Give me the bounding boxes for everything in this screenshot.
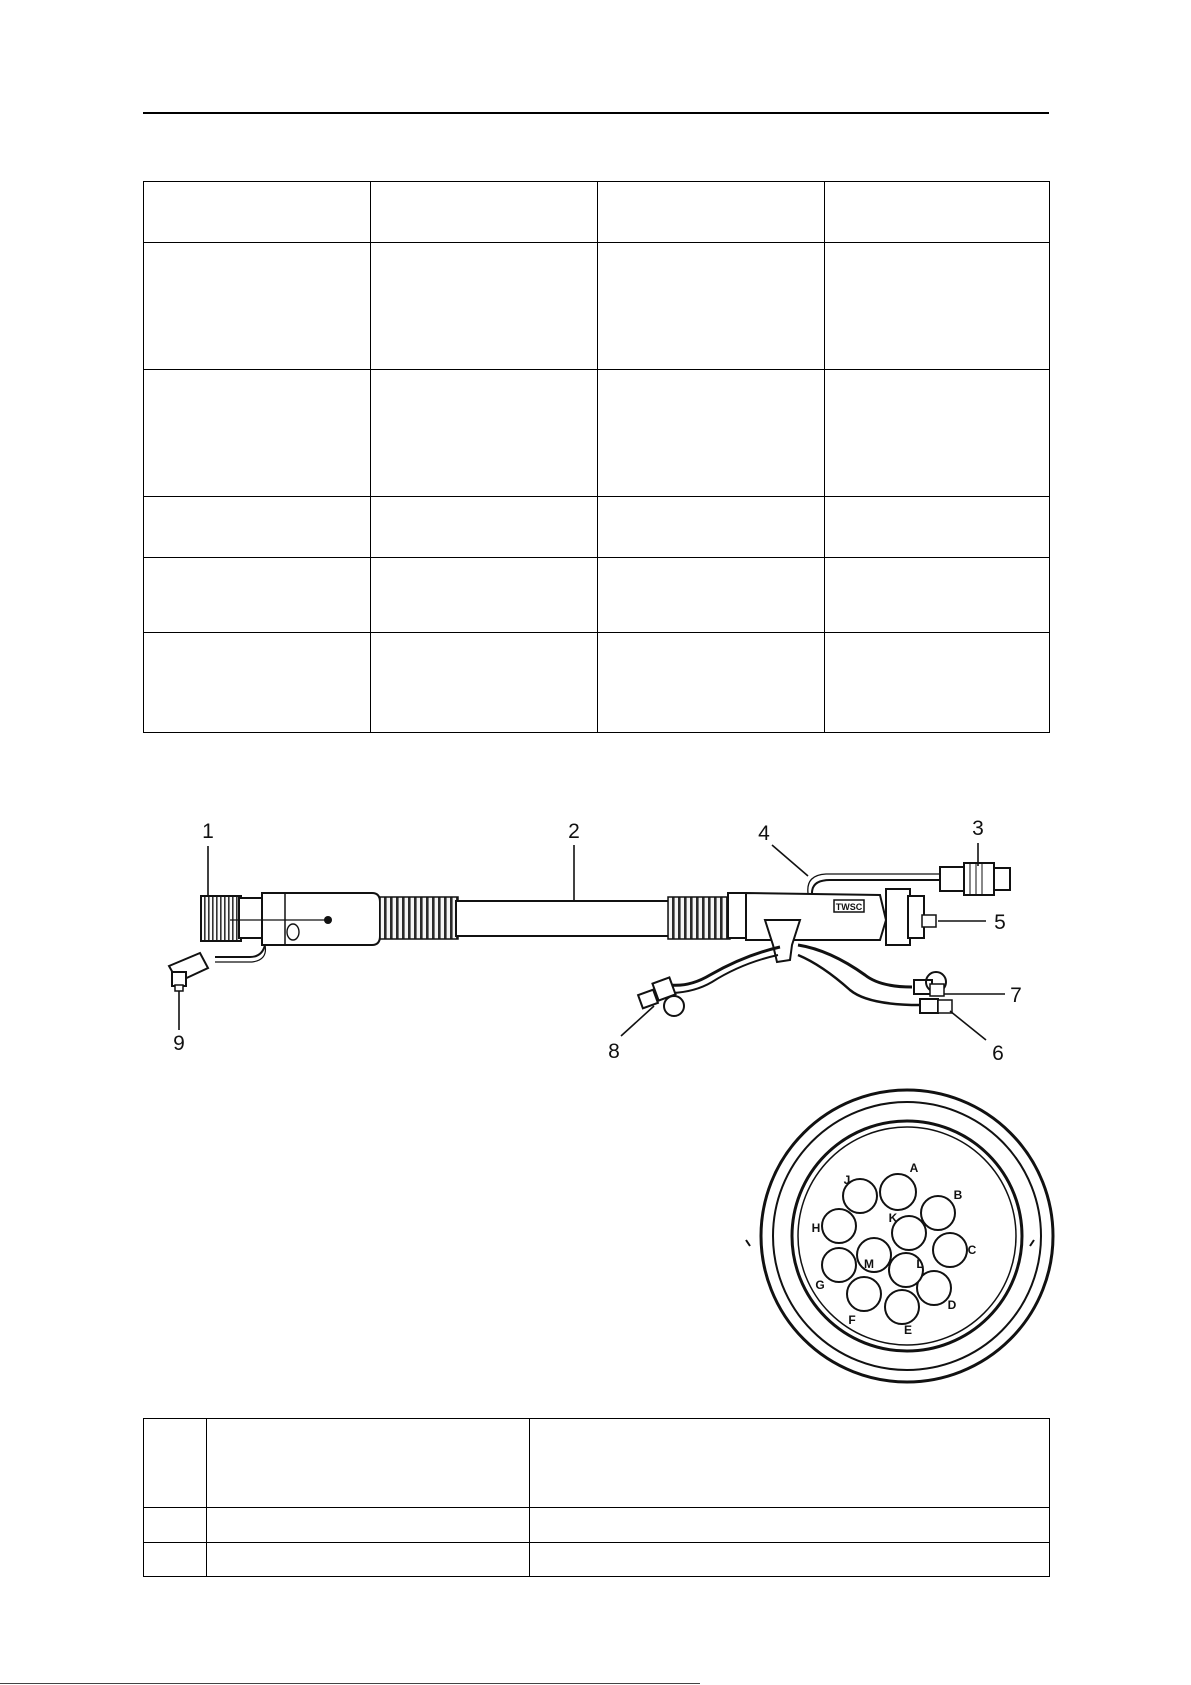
pin-label-h: H (811, 1221, 821, 1235)
table-cell (144, 1419, 207, 1508)
pin-label-j: J (843, 1173, 851, 1187)
table-cell (207, 1419, 530, 1508)
callout-label-1: 1 (202, 820, 214, 843)
pin-c (933, 1233, 967, 1267)
pin-b (921, 1196, 955, 1230)
pin-label-m: M (864, 1257, 874, 1271)
left-plug-cable (169, 945, 265, 991)
pin-label-e: E (903, 1323, 913, 1337)
connector-face (746, 1090, 1053, 1382)
branch-cables (638, 945, 952, 1016)
callout-label-4: 4 (758, 822, 770, 845)
pin-table (143, 1418, 1050, 1577)
pin-label-d: D (947, 1298, 957, 1312)
callout-label-7: 7 (1010, 984, 1022, 1007)
table-row (144, 1508, 1050, 1543)
table-cell (530, 1419, 1050, 1508)
brand-plate-text: TWSC (835, 902, 863, 912)
pin-g (822, 1248, 856, 1282)
pin-label-l: L (916, 1257, 924, 1271)
pin-h (822, 1209, 856, 1243)
left-connector (201, 893, 380, 945)
table-row (144, 1543, 1050, 1577)
callout-label-3: 3 (972, 817, 984, 840)
pin-label-f: F (848, 1313, 856, 1327)
table-cell (144, 1543, 207, 1577)
pin-label-a: A (909, 1161, 919, 1175)
callout-label-6: 6 (992, 1042, 1004, 1065)
callout-label-8: 8 (608, 1040, 620, 1063)
pin-label-b: B (953, 1188, 963, 1202)
callout-label-5: 5 (994, 911, 1006, 934)
pin-label-c: C (967, 1243, 977, 1257)
table-cell (530, 1543, 1050, 1577)
table-cell (144, 1508, 207, 1543)
pin-label-k: K (888, 1211, 898, 1225)
table-row (144, 1419, 1050, 1508)
pin-f (847, 1277, 881, 1311)
pin-e (885, 1290, 919, 1324)
callout-label-2: 2 (568, 820, 580, 843)
callout-label-9: 9 (173, 1032, 185, 1055)
footer-rule (0, 1683, 700, 1684)
pin-m (857, 1238, 891, 1272)
hose-body (380, 897, 730, 939)
right-connector (728, 863, 1010, 962)
pin-a (880, 1174, 916, 1210)
pin-label-g: G (815, 1278, 825, 1292)
table-cell (207, 1508, 530, 1543)
table-cell (530, 1508, 1050, 1543)
table-cell (207, 1543, 530, 1577)
